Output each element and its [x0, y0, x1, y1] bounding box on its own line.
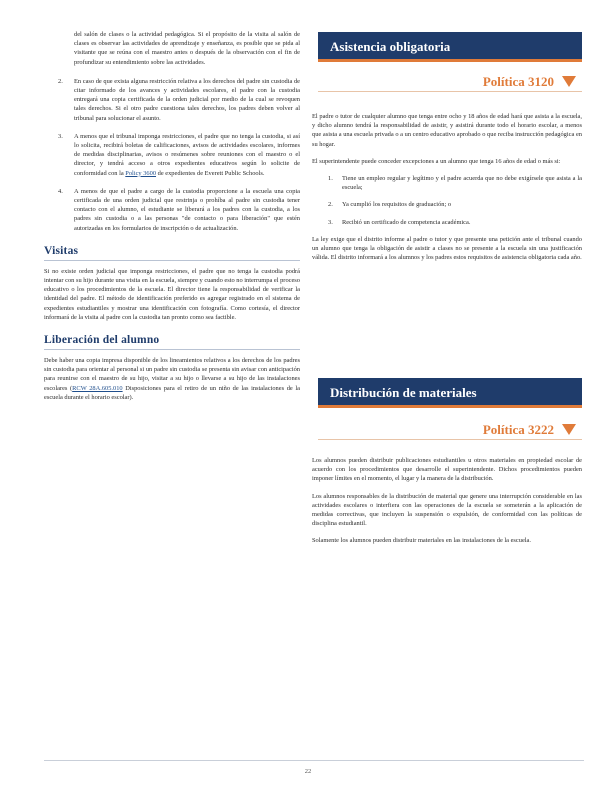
distribucion-paragraph-1: Los alumnos pueden distribuir publicaciones estudiantiles u otros materiales en propiedad escolar de acuerdo con los procedimientos que desarrolle el superintendente. Dichos procedimientos pueden imponer límites en el momento, el lugar y la manera de la distribución. [312, 457, 582, 483]
footer-divider [44, 760, 584, 761]
item-number: 2. [328, 201, 333, 209]
visitas-heading: Visitas [44, 245, 300, 261]
distribucion-paragraph-3: Solamente los alumnos pueden distribuir materiales en las instalaciones de la escuela. [312, 537, 531, 545]
distribucion-banner: Distribución de materiales [318, 378, 582, 408]
item-number: 4. [58, 187, 63, 195]
triangle-down-icon [562, 424, 576, 435]
liberacion-heading: Liberación del alumno [44, 334, 300, 350]
policy-number: Política 3222 [482, 422, 554, 437]
list-item [312, 200, 582, 209]
item-text: Ya cumplió los requisitos de graduación; o [342, 201, 452, 209]
liberacion-text-after: Disposiciones para el retiro de un niño de las instalaciones de la escuela durante el horario escolar). [44, 384, 300, 401]
item-text: Recibió un certificado de competencia académica. [342, 218, 471, 226]
visitas-text: Si no existe orden judicial que imponga restricciones, el padre que no tenga la custodia podrá intentar con su hijo durante una visita en la escuela, siempre y cuando esto no interrumpa el proceso educativo o los procedimientos de la escuela. El director tiene la responsabilidad de verificar la identidad del padre. El método de identificación preferido es agregar registrado en el sistema de expedientes estudiantiles y mostrar una identificación con fotografía. Como cortesía, el director informará de la visita al padre con la custodia tan pronto como sea factible. [44, 267, 300, 321]
item-number: 1. [328, 175, 333, 183]
liberacion-paragraph [44, 356, 300, 402]
rights-list [44, 77, 300, 233]
asistencia-banner: Asistencia obligatoria [318, 32, 582, 62]
distribucion-paragraph-2: Los alumnos responsables de la distribución de material que genere una interrupción considerable en las actividades escolares o interfiera con las operaciones de la escuela se someterán a la aplicación de medidas correctivas, que incluyen la suspensión o expulsión, de conformidad con las políticas de disciplina estudiantil. [312, 492, 582, 528]
item-text: Tiene un empleo regular y legítimo y el padre acuerda que no debe exigírsele que asista a la escuela; [342, 175, 582, 192]
item-number: 3. [328, 218, 333, 226]
asistencia-paragraph-3: La ley exige que el distrito informe al padre o tutor y que presente una petición ante el tribunal cuando un alumno que tenga la obligación de asistir a clases no se presente a la escuela sin una justificación válida. El distrito informará a los alumnos y los padres estos requisitos de asistencia obligatoria cada año. [312, 235, 582, 262]
asistencia-paragraph-1: El padre o tutor de cualquier alumno que tenga entre ocho y 18 años de edad hará que asista a la escuela, y dicho alumno tendrá la responsabilidad de asistir, y asistirá durante todo el horario escolar, a menos que asista a una escuela privada o a un centro educativo aprobado o que reciba instrucción pedagógica en su hogar. [312, 113, 582, 148]
intro-text: del salón de clases o la actividad pedagógica. Si el propósito de la visita al salón de clases es observar las actividades de aprendizaje y enseñanza, es posible que se pida al visitante que se reúna con el maestro antes o después de la observación con el fin de profundizar su entendimiento sobre las actividades. [74, 31, 300, 66]
intro-paragraph [44, 0, 300, 67]
item-number: 3. [58, 132, 63, 140]
list-item [312, 218, 582, 227]
list-item [44, 132, 300, 178]
list-item [44, 77, 300, 123]
item-text: A menos que el tribunal imponga restricciones, el padre que no tenga la custodia, si así lo solicita, recibirá boletas de calificaciones, avisos de actividades escolares, informes de medidas disciplinarias, avisos o resúmenes sobre reuniones con el maestro o el director, y tendrá acceso a otros expedientes educativos según lo solicite de conformidad con la [74, 132, 300, 177]
policy-number: Política 3120 [482, 74, 554, 89]
policy-3600-link[interactable]: Policy 3600 [125, 169, 157, 177]
asistencia-policy-label [318, 72, 582, 92]
liberacion-text: Debe haber una copia impresa disponible de los lineamientos relativos a los derechos de los padres sin custodia para orientar al personal si un padre sin custodia se presenta sin avisar con anticipación para reunirse con el maestro de su hijo, visitar a su hijo o llevarse a su hijo de las instalaciones escolares ( [44, 357, 300, 392]
exceptions-list [312, 174, 582, 227]
list-item [44, 187, 300, 233]
page-number: 22 [304, 768, 312, 775]
rcw-link[interactable]: RCW 28A.605.010 [72, 384, 123, 392]
item-number: 2. [58, 77, 63, 85]
distribucion-content [312, 456, 582, 554]
item-text: A menos de que el padre a cargo de la custodia proporcione a la escuela una copia certificada de una orden judicial que restrinja o prohíba al padre sin custodia tener contacto con el alumno, el estudiante se liberará a los padres con la custodia, a los padres sin custodia o a las personas "de contacto o para liberación" que estén autorizadas en los formularios de inscripción o de actualización. [74, 187, 300, 232]
triangle-down-icon [562, 76, 576, 87]
asistencia-content [312, 112, 582, 270]
left-column [44, 0, 300, 402]
distribucion-policy-label [318, 420, 582, 440]
item-text-after: de expedientes de Everett Public Schools. [157, 169, 265, 177]
item-text: En caso de que exista alguna restricción relativa a los derechos del padre sin custodia de citar informado de los avances y actividades escolares, el padre con la custodia entregará una copia certificada de la orden judicial por medio de la cual se revoquen tales derechos. Si el otro padre cuestiona tales derechos, los padres deben volver al tribunal para solucionar el asunto. [74, 77, 300, 122]
asistencia-paragraph-2: El superintendente puede conceder excepciones a un alumno que tenga 16 años de edad o más si: [312, 157, 561, 165]
list-item [312, 174, 582, 192]
